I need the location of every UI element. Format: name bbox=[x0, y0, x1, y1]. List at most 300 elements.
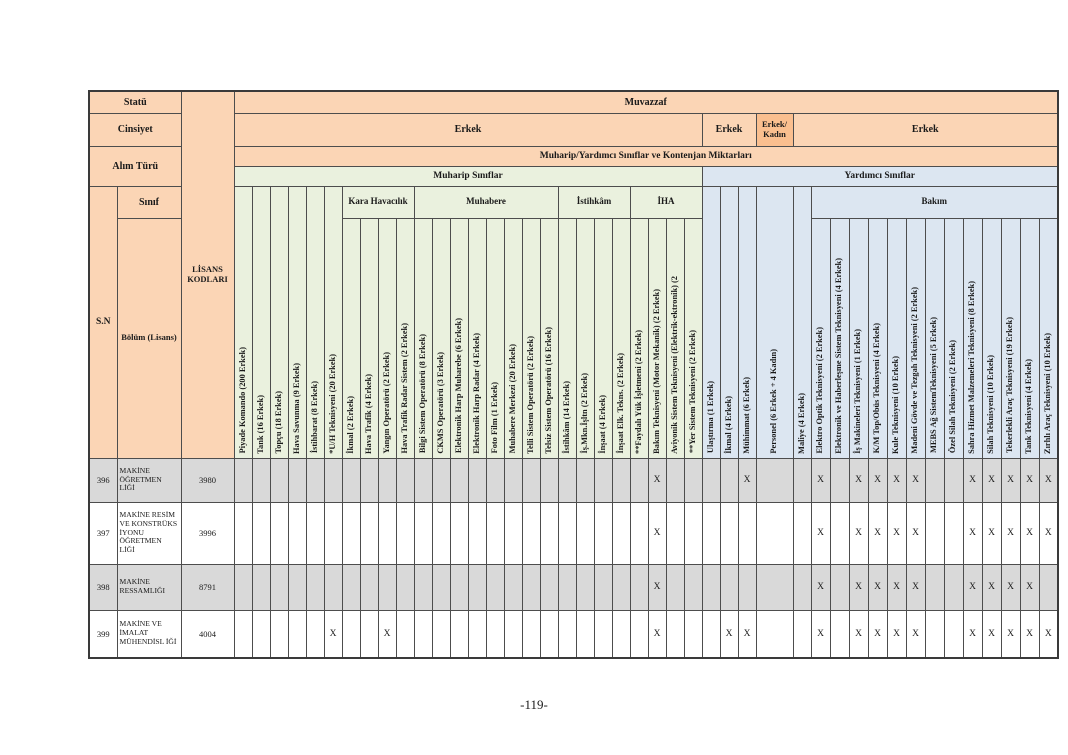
empty-cell bbox=[720, 502, 738, 564]
column-header bbox=[612, 218, 630, 458]
x-mark-cell: X bbox=[906, 458, 925, 502]
empty-cell bbox=[270, 564, 288, 610]
empty-cell bbox=[720, 458, 738, 502]
header-erkek-muharip: Erkek bbox=[234, 113, 702, 146]
empty-cell bbox=[576, 564, 594, 610]
x-mark-cell: X bbox=[982, 610, 1001, 658]
empty-cell bbox=[684, 564, 702, 610]
x-mark-cell: X bbox=[648, 458, 666, 502]
column-header bbox=[756, 186, 793, 458]
column-header bbox=[558, 218, 576, 458]
column-label: Telli Sistem Operatörü (2 Erkek) bbox=[525, 335, 535, 454]
x-mark-cell: X bbox=[324, 610, 342, 658]
group-header-iha: İHA bbox=[630, 186, 702, 218]
empty-cell bbox=[450, 458, 468, 502]
empty-cell bbox=[360, 610, 378, 658]
page-number: -119- bbox=[520, 697, 548, 712]
row-sn: 396 bbox=[89, 458, 117, 502]
empty-cell bbox=[756, 564, 793, 610]
column-label: Elektronik Harp Radar (4 Erkek) bbox=[471, 332, 481, 454]
x-mark-cell: X bbox=[1020, 610, 1039, 658]
column-header bbox=[1020, 218, 1039, 458]
empty-cell bbox=[306, 458, 324, 502]
x-mark-cell: X bbox=[738, 610, 756, 658]
column-header bbox=[887, 218, 906, 458]
empty-cell bbox=[270, 502, 288, 564]
empty-cell bbox=[234, 610, 252, 658]
x-mark-cell: X bbox=[648, 502, 666, 564]
empty-cell bbox=[432, 564, 450, 610]
empty-cell bbox=[324, 458, 342, 502]
empty-cell bbox=[944, 458, 963, 502]
column-label: Personel (6 Erkek + 4 Kadın) bbox=[769, 348, 779, 454]
column-label: Telsiz Sistem Operatörü (16 Erkek) bbox=[543, 326, 553, 454]
header-statu: Statü bbox=[89, 91, 181, 113]
empty-cell bbox=[756, 458, 793, 502]
column-label: İş.Mkn.İşltn (2 Erkek) bbox=[579, 372, 589, 454]
column-label: Maliye (4 Erkek) bbox=[796, 392, 806, 454]
empty-cell bbox=[414, 502, 432, 564]
column-label: Bakım Teknisyeni (Motor Mekanik) (2 Erkek) bbox=[651, 288, 661, 454]
empty-cell bbox=[378, 502, 396, 564]
column-header bbox=[793, 186, 811, 458]
empty-cell bbox=[793, 564, 811, 610]
empty-cell bbox=[522, 502, 540, 564]
empty-cell bbox=[684, 610, 702, 658]
column-label: İkmal (4 Erkek) bbox=[723, 395, 733, 454]
column-header bbox=[868, 218, 887, 458]
empty-cell bbox=[925, 458, 944, 502]
empty-cell bbox=[576, 610, 594, 658]
column-label: Madeni Gövde ve Tezgah Teknisyeni (2 Erkek) bbox=[910, 286, 920, 454]
empty-cell bbox=[925, 564, 944, 610]
x-mark-cell: X bbox=[1039, 502, 1058, 564]
column-label: İstihkâm (14 Erkek) bbox=[561, 380, 571, 454]
group-header-istihkam: İstihkâm bbox=[558, 186, 630, 218]
empty-cell bbox=[944, 502, 963, 564]
x-mark-cell: X bbox=[1039, 458, 1058, 502]
column-label: Zırhlı Araç Teknisyeni (10 Erkek) bbox=[1043, 332, 1053, 454]
empty-cell bbox=[396, 458, 414, 502]
empty-cell bbox=[738, 564, 756, 610]
empty-cell bbox=[612, 610, 630, 658]
empty-cell bbox=[793, 458, 811, 502]
empty-cell bbox=[252, 610, 270, 658]
empty-cell bbox=[522, 458, 540, 502]
column-label: Özel Silah Teknisyeni (2 Erkek) bbox=[948, 340, 958, 454]
empty-cell bbox=[558, 564, 576, 610]
row-bolum: MAKİNE VE İMALAT MÜHENDİSL İĞİ bbox=[117, 610, 181, 658]
empty-cell bbox=[432, 610, 450, 658]
column-header bbox=[944, 218, 963, 458]
row-lisans-kodu: 3980 bbox=[181, 458, 234, 502]
column-header bbox=[486, 218, 504, 458]
x-mark-cell: X bbox=[1001, 458, 1020, 502]
column-header bbox=[396, 218, 414, 458]
column-label: **Yer Sistem Teknisyeni (2 Erkek) bbox=[687, 330, 697, 454]
empty-cell bbox=[414, 458, 432, 502]
row-bolum: MAKİNE ÖĞRETMEN LİĞİ bbox=[117, 458, 181, 502]
empty-cell bbox=[793, 610, 811, 658]
column-label: Elektronik Harp Muharebe (6 Erkek) bbox=[453, 318, 463, 454]
x-mark-cell: X bbox=[868, 564, 887, 610]
column-label: Elektronik ve Haberleşme Sistem Teknisyeni (4 Erkek) bbox=[834, 257, 844, 454]
header-muvazzaf: Muvazzaf bbox=[234, 91, 1058, 113]
empty-cell bbox=[925, 502, 944, 564]
empty-cell bbox=[540, 458, 558, 502]
column-label: Topçu (18 Erkek) bbox=[273, 390, 283, 454]
empty-cell bbox=[612, 458, 630, 502]
row-bolum: MAKİNE RESSAMLIĞI bbox=[117, 564, 181, 610]
empty-cell bbox=[830, 610, 849, 658]
row-bolum: MAKİNE RESİM VE KONSTRÜKS İYONU ÖĞRETMEN LİĞİ bbox=[117, 502, 181, 564]
empty-cell bbox=[702, 610, 720, 658]
empty-cell bbox=[702, 564, 720, 610]
column-header bbox=[1039, 218, 1058, 458]
x-mark-cell: X bbox=[906, 564, 925, 610]
column-header bbox=[522, 218, 540, 458]
row-sn: 397 bbox=[89, 502, 117, 564]
table-row bbox=[89, 458, 1058, 502]
x-mark-cell: X bbox=[906, 610, 925, 658]
row-sn: 399 bbox=[89, 610, 117, 658]
empty-cell bbox=[342, 610, 360, 658]
empty-cell bbox=[944, 564, 963, 610]
empty-cell bbox=[234, 458, 252, 502]
column-label: Tank Teknisyeni (4 Erkek) bbox=[1024, 358, 1034, 454]
x-mark-cell: X bbox=[811, 610, 830, 658]
column-header bbox=[576, 218, 594, 458]
empty-cell bbox=[252, 502, 270, 564]
column-label: Hava Trafik Radar Sistem (2 Erkek) bbox=[399, 322, 409, 454]
empty-cell bbox=[666, 502, 684, 564]
column-label: K/M Top/Obüs Teknisyeni (4 Erkek) bbox=[872, 323, 882, 454]
empty-cell bbox=[594, 610, 612, 658]
column-label: Muhabere Merkezi (20 Erkek) bbox=[507, 344, 517, 454]
empty-cell bbox=[1039, 564, 1058, 610]
table-row bbox=[89, 502, 1058, 564]
empty-cell bbox=[450, 502, 468, 564]
x-mark-cell: X bbox=[849, 458, 868, 502]
header-sn: S.N bbox=[89, 186, 117, 458]
column-header bbox=[234, 186, 252, 458]
empty-cell bbox=[756, 610, 793, 658]
x-mark-cell: X bbox=[887, 502, 906, 564]
empty-cell bbox=[504, 610, 522, 658]
column-header bbox=[666, 218, 684, 458]
column-header bbox=[342, 218, 360, 458]
header-cinsiyet: Cinsiyet bbox=[89, 113, 181, 146]
empty-cell bbox=[630, 610, 648, 658]
empty-cell bbox=[925, 610, 944, 658]
empty-cell bbox=[630, 564, 648, 610]
row-lisans-kodu: 8791 bbox=[181, 564, 234, 610]
empty-cell bbox=[944, 610, 963, 658]
empty-cell bbox=[576, 502, 594, 564]
column-label: Mühimmat (6 Erkek) bbox=[741, 376, 751, 454]
empty-cell bbox=[270, 458, 288, 502]
empty-cell bbox=[270, 610, 288, 658]
x-mark-cell: X bbox=[906, 502, 925, 564]
column-header bbox=[432, 218, 450, 458]
empty-cell bbox=[630, 502, 648, 564]
empty-cell bbox=[234, 564, 252, 610]
empty-cell bbox=[558, 458, 576, 502]
column-header bbox=[906, 218, 925, 458]
header-erkek-yardimci-2: Erkek bbox=[793, 113, 1058, 146]
empty-cell bbox=[540, 564, 558, 610]
column-header bbox=[306, 186, 324, 458]
empty-cell bbox=[830, 458, 849, 502]
x-mark-cell: X bbox=[849, 610, 868, 658]
column-header bbox=[849, 218, 868, 458]
empty-cell bbox=[666, 564, 684, 610]
empty-cell bbox=[396, 610, 414, 658]
x-mark-cell: X bbox=[738, 458, 756, 502]
header-alim-turu: Alım Türü bbox=[89, 146, 181, 186]
column-header bbox=[630, 218, 648, 458]
x-mark-cell: X bbox=[720, 610, 738, 658]
column-header bbox=[702, 186, 720, 458]
x-mark-cell: X bbox=[811, 564, 830, 610]
column-label: İnşaat (4 Erkek) bbox=[597, 394, 607, 454]
empty-cell bbox=[468, 458, 486, 502]
empty-cell bbox=[558, 610, 576, 658]
column-header bbox=[270, 186, 288, 458]
empty-cell bbox=[576, 458, 594, 502]
empty-cell bbox=[360, 502, 378, 564]
column-label: Tekerlekli Araç Teknisyeni (19 Erkek) bbox=[1005, 317, 1015, 454]
header-sinif: Sınıf bbox=[117, 186, 181, 218]
column-header bbox=[252, 186, 270, 458]
empty-cell bbox=[378, 458, 396, 502]
x-mark-cell: X bbox=[1020, 564, 1039, 610]
column-header bbox=[450, 218, 468, 458]
empty-cell bbox=[306, 564, 324, 610]
column-header bbox=[504, 218, 522, 458]
x-mark-cell: X bbox=[1001, 610, 1020, 658]
empty-cell bbox=[468, 502, 486, 564]
header-erkek-kadin: Erkek/ Kadın bbox=[756, 113, 793, 146]
column-header bbox=[1001, 218, 1020, 458]
column-header bbox=[324, 186, 342, 458]
x-mark-cell: X bbox=[887, 564, 906, 610]
x-mark-cell: X bbox=[982, 564, 1001, 610]
column-label: MEBS Ağ SistemTeknisyeni (5 Erkek) bbox=[929, 317, 939, 454]
empty-cell bbox=[540, 610, 558, 658]
group-header-muhabere: Muhabere bbox=[414, 186, 558, 218]
column-label: Foto Film (1 Erkek) bbox=[489, 382, 499, 454]
empty-cell bbox=[378, 564, 396, 610]
header-kontenjan-title: Muharip/Yardımcı Sınıflar ve Kontenjan Miktarları bbox=[234, 146, 1058, 166]
kontenjan-table bbox=[88, 90, 1059, 659]
empty-cell bbox=[793, 502, 811, 564]
header-bolum: Bölüm (Lisans) bbox=[117, 218, 181, 458]
empty-cell bbox=[342, 564, 360, 610]
empty-cell bbox=[504, 502, 522, 564]
empty-cell bbox=[396, 502, 414, 564]
empty-cell bbox=[288, 458, 306, 502]
empty-cell bbox=[288, 502, 306, 564]
column-label: Hava Savunma (9 Erkek) bbox=[291, 362, 301, 454]
column-header bbox=[648, 218, 666, 458]
column-label: Piyade Komando (200 Erkek) bbox=[237, 347, 247, 454]
column-header bbox=[540, 218, 558, 458]
empty-cell bbox=[342, 502, 360, 564]
empty-cell bbox=[486, 610, 504, 658]
empty-cell bbox=[288, 610, 306, 658]
column-header bbox=[925, 218, 944, 458]
empty-cell bbox=[594, 564, 612, 610]
column-header bbox=[982, 218, 1001, 458]
column-label: Sahra Hizmet Malzemeleri Teknisyeni (8 Erkek) bbox=[967, 280, 977, 454]
header-muharip-siniflar: Muharip Sınıflar bbox=[234, 166, 702, 186]
empty-cell bbox=[540, 502, 558, 564]
empty-cell bbox=[666, 458, 684, 502]
column-header bbox=[360, 218, 378, 458]
x-mark-cell: X bbox=[648, 610, 666, 658]
x-mark-cell: X bbox=[1039, 610, 1058, 658]
empty-cell bbox=[324, 564, 342, 610]
x-mark-cell: X bbox=[1001, 564, 1020, 610]
column-header bbox=[594, 218, 612, 458]
empty-cell bbox=[522, 610, 540, 658]
empty-cell bbox=[738, 502, 756, 564]
column-header bbox=[288, 186, 306, 458]
column-label: Silah Teknisyeni (10 Erkek) bbox=[986, 354, 996, 454]
column-label: Elektro Optik Teknisyeni (2 Erkek) bbox=[815, 327, 825, 454]
empty-cell bbox=[486, 458, 504, 502]
x-mark-cell: X bbox=[982, 458, 1001, 502]
column-label: Hava Trafik (4 Erkek) bbox=[363, 373, 373, 454]
column-header bbox=[414, 218, 432, 458]
empty-cell bbox=[830, 564, 849, 610]
header-lisans-kodlari: LİSANS KODLARI bbox=[181, 91, 234, 458]
empty-cell bbox=[396, 564, 414, 610]
empty-cell bbox=[306, 502, 324, 564]
x-mark-cell: X bbox=[378, 610, 396, 658]
column-label: Aviyonik Sistem Teknisyeni (Elektrik-ektronik) (2 bbox=[669, 275, 679, 454]
empty-cell bbox=[468, 610, 486, 658]
empty-cell bbox=[594, 502, 612, 564]
empty-cell bbox=[360, 458, 378, 502]
column-label: Yangın Operatörü (2 Erkek) bbox=[381, 351, 391, 454]
group-header-bakim: Bakım bbox=[811, 186, 1058, 218]
empty-cell bbox=[342, 458, 360, 502]
empty-cell bbox=[558, 502, 576, 564]
empty-cell bbox=[720, 564, 738, 610]
x-mark-cell: X bbox=[963, 502, 982, 564]
empty-cell bbox=[504, 458, 522, 502]
x-mark-cell: X bbox=[849, 564, 868, 610]
column-label: İş Makineleri Teknisyeni (1 Erkek) bbox=[853, 328, 863, 454]
x-mark-cell: X bbox=[648, 564, 666, 610]
x-mark-cell: X bbox=[887, 610, 906, 658]
column-label: İnşaat Elk. Tekns. (2 Erkek) bbox=[615, 352, 625, 454]
empty-cell bbox=[666, 610, 684, 658]
column-header bbox=[738, 186, 756, 458]
empty-cell bbox=[594, 458, 612, 502]
empty-cell bbox=[702, 458, 720, 502]
column-header bbox=[720, 186, 738, 458]
x-mark-cell: X bbox=[887, 458, 906, 502]
header-erkek-yardimci-1: Erkek bbox=[702, 113, 756, 146]
column-header bbox=[684, 218, 702, 458]
x-mark-cell: X bbox=[849, 502, 868, 564]
x-mark-cell: X bbox=[1020, 502, 1039, 564]
column-label: Ulaştırma (1 Erkek) bbox=[705, 381, 715, 454]
header-yardimci-siniflar: Yardımcı Sınıflar bbox=[702, 166, 1058, 186]
empty-cell bbox=[252, 458, 270, 502]
table-row bbox=[89, 610, 1058, 658]
empty-cell bbox=[432, 502, 450, 564]
empty-cell bbox=[486, 564, 504, 610]
column-label: CKMS Operatörü (3 Erkek) bbox=[435, 351, 445, 454]
empty-cell bbox=[684, 458, 702, 502]
empty-cell bbox=[684, 502, 702, 564]
column-header bbox=[830, 218, 849, 458]
x-mark-cell: X bbox=[963, 610, 982, 658]
group-header-kara: Kara Havacılık bbox=[342, 186, 414, 218]
column-label: Tank (16 Erkek) bbox=[255, 394, 265, 454]
empty-cell bbox=[612, 564, 630, 610]
column-header bbox=[963, 218, 982, 458]
row-lisans-kodu: 3996 bbox=[181, 502, 234, 564]
x-mark-cell: X bbox=[982, 502, 1001, 564]
empty-cell bbox=[522, 564, 540, 610]
empty-cell bbox=[756, 502, 793, 564]
x-mark-cell: X bbox=[1001, 502, 1020, 564]
empty-cell bbox=[414, 610, 432, 658]
x-mark-cell: X bbox=[868, 610, 887, 658]
empty-cell bbox=[830, 502, 849, 564]
column-label: İkmal (2 Erkek) bbox=[345, 395, 355, 454]
x-mark-cell: X bbox=[868, 502, 887, 564]
table-row bbox=[89, 564, 1058, 610]
column-header bbox=[468, 218, 486, 458]
x-mark-cell: X bbox=[811, 502, 830, 564]
empty-cell bbox=[324, 502, 342, 564]
row-sn: 398 bbox=[89, 564, 117, 610]
x-mark-cell: X bbox=[1020, 458, 1039, 502]
empty-cell bbox=[702, 502, 720, 564]
empty-cell bbox=[450, 610, 468, 658]
x-mark-cell: X bbox=[868, 458, 887, 502]
empty-cell bbox=[468, 564, 486, 610]
empty-cell bbox=[414, 564, 432, 610]
x-mark-cell: X bbox=[963, 458, 982, 502]
empty-cell bbox=[360, 564, 378, 610]
column-label: **Faydalı Yük İşletmeni (2 Erkek) bbox=[633, 329, 643, 454]
column-header bbox=[811, 218, 830, 458]
empty-cell bbox=[288, 564, 306, 610]
column-label: Bilgi Sistem Operatörü (8 Erkek) bbox=[417, 334, 427, 454]
empty-cell bbox=[306, 610, 324, 658]
empty-cell bbox=[504, 564, 522, 610]
empty-cell bbox=[432, 458, 450, 502]
empty-cell bbox=[612, 502, 630, 564]
empty-cell bbox=[450, 564, 468, 610]
column-label: İstihbarat (8 Erkek) bbox=[309, 381, 319, 454]
column-header bbox=[378, 218, 396, 458]
column-label: *U/H Teknisyeni (20 Erkek) bbox=[327, 353, 337, 454]
x-mark-cell: X bbox=[811, 458, 830, 502]
empty-cell bbox=[234, 502, 252, 564]
column-label: Kule Teknisyeni (10 Erkek) bbox=[891, 355, 901, 454]
empty-cell bbox=[630, 458, 648, 502]
empty-cell bbox=[486, 502, 504, 564]
row-lisans-kodu: 4004 bbox=[181, 610, 234, 658]
